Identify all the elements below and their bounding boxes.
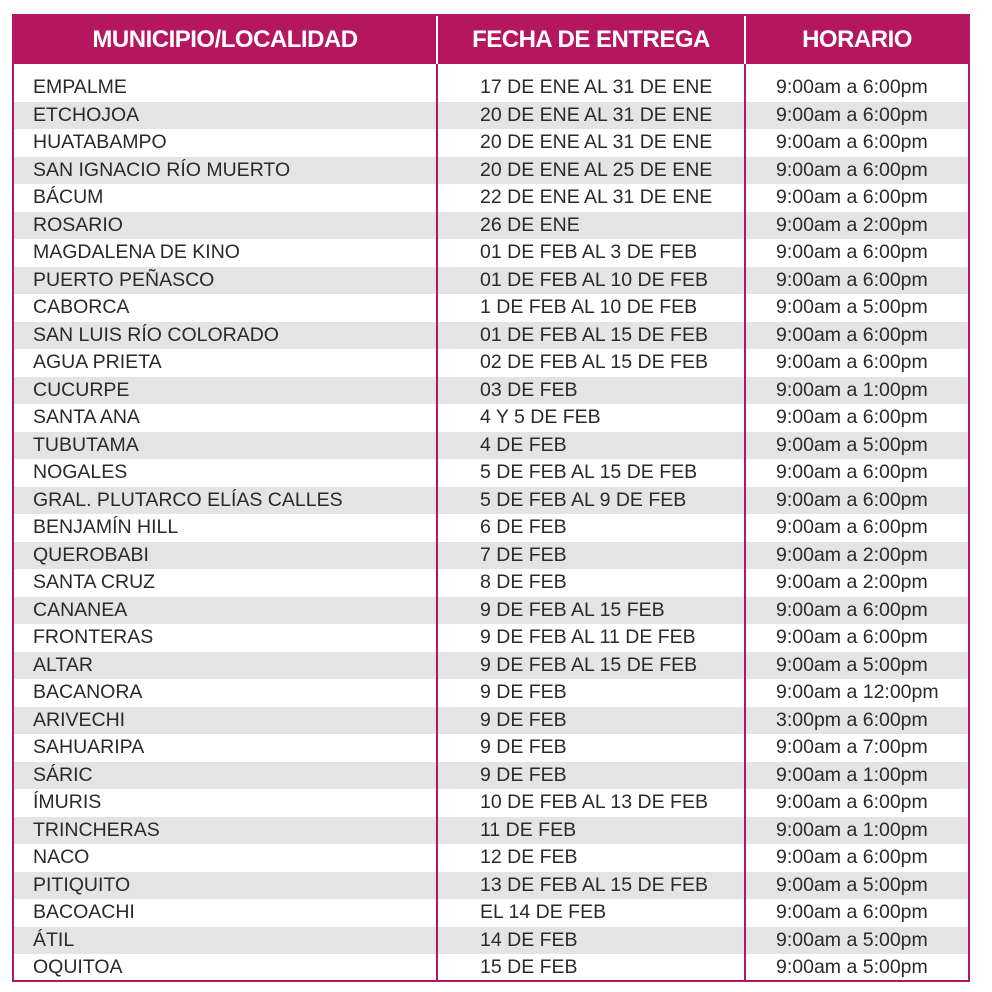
- cell-horario: 9:00am a 12:00pm: [776, 681, 939, 704]
- table-row: [14, 267, 968, 295]
- cell-horario: 9:00am a 6:00pm: [776, 406, 928, 429]
- cell-fecha: 5 DE FEB AL 15 DE FEB: [480, 461, 698, 484]
- table-row: [14, 514, 968, 542]
- cell-fecha: 20 DE ENE AL 31 DE ENE: [480, 131, 713, 154]
- cell-fecha: 22 DE ENE AL 31 DE ENE: [480, 186, 713, 209]
- cell-horario: 9:00am a 1:00pm: [776, 763, 928, 786]
- cell-municipio: TUBUTAMA: [33, 433, 139, 456]
- table-row: [14, 844, 968, 872]
- schedule-table: [12, 14, 970, 982]
- cell-horario: 9:00am a 6:00pm: [776, 186, 928, 209]
- cell-fecha: 5 DE FEB AL 9 DE FEB: [480, 488, 687, 511]
- cell-fecha: 14 DE FEB: [480, 928, 578, 951]
- cell-horario: 9:00am a 6:00pm: [776, 516, 928, 539]
- cell-fecha: 4 Y 5 DE FEB: [480, 406, 601, 429]
- cell-fecha: 7 DE FEB: [480, 543, 567, 566]
- cell-municipio: QUEROBABI: [33, 543, 149, 566]
- cell-fecha: 15 DE FEB: [480, 956, 578, 979]
- cell-horario: 9:00am a 6:00pm: [776, 241, 928, 264]
- cell-fecha: 01 DE FEB AL 10 DE FEB: [480, 268, 708, 291]
- cell-municipio: NACO: [33, 846, 90, 869]
- table-row: [14, 294, 968, 322]
- cell-horario: 9:00am a 5:00pm: [776, 873, 928, 896]
- table-row: [14, 597, 968, 625]
- cell-municipio: SANTA ANA: [33, 406, 140, 429]
- cell-fecha: 02 DE FEB AL 15 DE FEB: [480, 351, 708, 374]
- cell-horario: 9:00am a 6:00pm: [776, 131, 928, 154]
- cell-fecha: 9 DE FEB AL 15 DE FEB: [480, 653, 698, 676]
- table-body: [14, 74, 968, 982]
- cell-municipio: SAN LUIS RÍO COLORADO: [33, 323, 279, 346]
- table-row: [14, 487, 968, 515]
- cell-municipio: TRINCHERAS: [33, 818, 160, 841]
- table-row: [14, 652, 968, 680]
- cell-horario: 9:00am a 5:00pm: [776, 433, 928, 456]
- table-row: [14, 542, 968, 570]
- cell-horario: 9:00am a 2:00pm: [776, 543, 928, 566]
- table-row: [14, 349, 968, 377]
- table-row: [14, 569, 968, 597]
- cell-fecha: 03 DE FEB: [480, 378, 578, 401]
- table-row: [14, 789, 968, 817]
- cell-horario: 9:00am a 6:00pm: [776, 323, 928, 346]
- cell-municipio: PITIQUITO: [33, 873, 131, 896]
- cell-municipio: CUCURPE: [33, 378, 130, 401]
- cell-horario: 9:00am a 5:00pm: [776, 653, 928, 676]
- cell-municipio: SAHUARIPA: [33, 736, 145, 759]
- table-row: [14, 734, 968, 762]
- cell-municipio: ÍMURIS: [33, 791, 102, 814]
- cell-municipio: GRAL. PLUTARCO ELÍAS CALLES: [33, 488, 343, 511]
- cell-horario: 9:00am a 6:00pm: [776, 488, 928, 511]
- cell-municipio: ÁTIL: [33, 928, 75, 951]
- cell-municipio: OQUITOA: [33, 956, 123, 979]
- column-divider: [744, 64, 746, 980]
- cell-horario: 9:00am a 6:00pm: [776, 626, 928, 649]
- table-row: [14, 74, 968, 102]
- cell-municipio: ALTAR: [33, 653, 93, 676]
- table-row: [14, 762, 968, 790]
- table-row: [14, 377, 968, 405]
- table-row: [14, 954, 968, 982]
- cell-horario: 9:00am a 6:00pm: [776, 268, 928, 291]
- cell-fecha: 9 DE FEB AL 11 DE FEB: [480, 626, 696, 649]
- cell-fecha: 9 DE FEB: [480, 736, 567, 759]
- cell-fecha: 9 DE FEB AL 15 FEB: [480, 598, 665, 621]
- cell-horario: 9:00am a 2:00pm: [776, 571, 928, 594]
- cell-municipio: PUERTO PEÑASCO: [33, 268, 215, 291]
- cell-fecha: 11 DE FEB: [480, 818, 577, 841]
- cell-municipio: ETCHOJOA: [33, 103, 140, 126]
- cell-municipio: BACANORA: [33, 681, 143, 704]
- cell-municipio: BACOACHI: [33, 901, 135, 924]
- cell-horario: 9:00am a 1:00pm: [776, 378, 928, 401]
- cell-horario: 9:00am a 6:00pm: [776, 791, 928, 814]
- cell-horario: 9:00am a 1:00pm: [776, 818, 928, 841]
- table-row: [14, 624, 968, 652]
- cell-municipio: MAGDALENA DE KINO: [33, 241, 240, 264]
- table-row: [14, 404, 968, 432]
- table-row: [14, 184, 968, 212]
- cell-fecha: 8 DE FEB: [480, 571, 567, 594]
- cell-municipio: SAN IGNACIO RÍO MUERTO: [33, 158, 291, 181]
- cell-fecha: 6 DE FEB: [480, 516, 567, 539]
- cell-horario: 9:00am a 6:00pm: [776, 598, 928, 621]
- cell-fecha: 20 DE ENE AL 25 DE ENE: [480, 158, 713, 181]
- table-row: [14, 239, 968, 267]
- cell-horario: 9:00am a 6:00pm: [776, 461, 928, 484]
- cell-fecha: 13 DE FEB AL 15 DE FEB: [480, 873, 708, 896]
- table-row: [14, 129, 968, 157]
- cell-fecha: 10 DE FEB AL 13 DE FEB: [480, 791, 708, 814]
- table-row: [14, 707, 968, 735]
- table-row: [14, 212, 968, 240]
- cell-horario: 9:00am a 5:00pm: [776, 928, 928, 951]
- cell-horario: 9:00am a 6:00pm: [776, 76, 928, 99]
- cell-municipio: EMPALME: [33, 76, 127, 99]
- cell-horario: 3:00pm a 6:00pm: [776, 708, 928, 731]
- cell-municipio: HUATABAMPO: [33, 131, 167, 154]
- cell-municipio: FRONTERAS: [33, 626, 154, 649]
- table-header: [14, 16, 968, 64]
- cell-fecha: 9 DE FEB: [480, 763, 567, 786]
- cell-horario: 9:00am a 5:00pm: [776, 956, 928, 979]
- cell-municipio: NOGALES: [33, 461, 128, 484]
- cell-fecha: 4 DE FEB: [480, 433, 567, 456]
- cell-fecha: 12 DE FEB: [480, 846, 578, 869]
- table-row: [14, 679, 968, 707]
- cell-fecha: EL 14 DE FEB: [480, 901, 607, 924]
- cell-municipio: BÁCUM: [33, 186, 104, 209]
- cell-fecha: 17 DE ENE AL 31 DE ENE: [480, 76, 713, 99]
- table-row: [14, 322, 968, 350]
- table-row: [14, 899, 968, 927]
- table-row: [14, 432, 968, 460]
- table-row: [14, 157, 968, 185]
- table-row: [14, 872, 968, 900]
- cell-horario: 9:00am a 6:00pm: [776, 901, 928, 924]
- cell-municipio: SANTA CRUZ: [33, 571, 156, 594]
- cell-horario: 9:00am a 6:00pm: [776, 846, 928, 869]
- table-row: [14, 102, 968, 130]
- table-row: [14, 817, 968, 845]
- cell-horario: 9:00am a 6:00pm: [776, 103, 928, 126]
- cell-municipio: CABORCA: [33, 296, 130, 319]
- cell-municipio: CANANEA: [33, 598, 128, 621]
- cell-municipio: AGUA PRIETA: [33, 351, 162, 374]
- cell-fecha: 20 DE ENE AL 31 DE ENE: [480, 103, 713, 126]
- cell-fecha: 1 DE FEB AL 10 DE FEB: [480, 296, 698, 319]
- cell-municipio: BENJAMÍN HILL: [33, 516, 179, 539]
- cell-fecha: 01 DE FEB AL 15 DE FEB: [480, 323, 708, 346]
- cell-fecha: 01 DE FEB AL 3 DE FEB: [480, 241, 698, 264]
- header-horario: HORARIO: [802, 26, 912, 53]
- header-municipio: MUNICIPIO/LOCALIDAD: [14, 16, 438, 64]
- cell-fecha: 26 DE ENE: [480, 213, 580, 236]
- cell-fecha: 9 DE FEB: [480, 708, 567, 731]
- cell-horario: 9:00am a 7:00pm: [776, 736, 928, 759]
- cell-horario: 9:00am a 2:00pm: [776, 213, 928, 236]
- table-row: [14, 459, 968, 487]
- cell-horario: 9:00am a 6:00pm: [776, 351, 928, 374]
- cell-municipio: ARIVECHI: [33, 708, 126, 731]
- table-row: [14, 927, 968, 955]
- header-fecha: FECHA DE ENTREGA: [438, 16, 746, 64]
- cell-horario: 9:00am a 6:00pm: [776, 158, 928, 181]
- cell-municipio: ROSARIO: [33, 213, 123, 236]
- cell-fecha: 9 DE FEB: [480, 681, 567, 704]
- cell-municipio: SÁRIC: [33, 763, 93, 786]
- column-divider: [436, 64, 438, 980]
- cell-horario: 9:00am a 5:00pm: [776, 296, 928, 319]
